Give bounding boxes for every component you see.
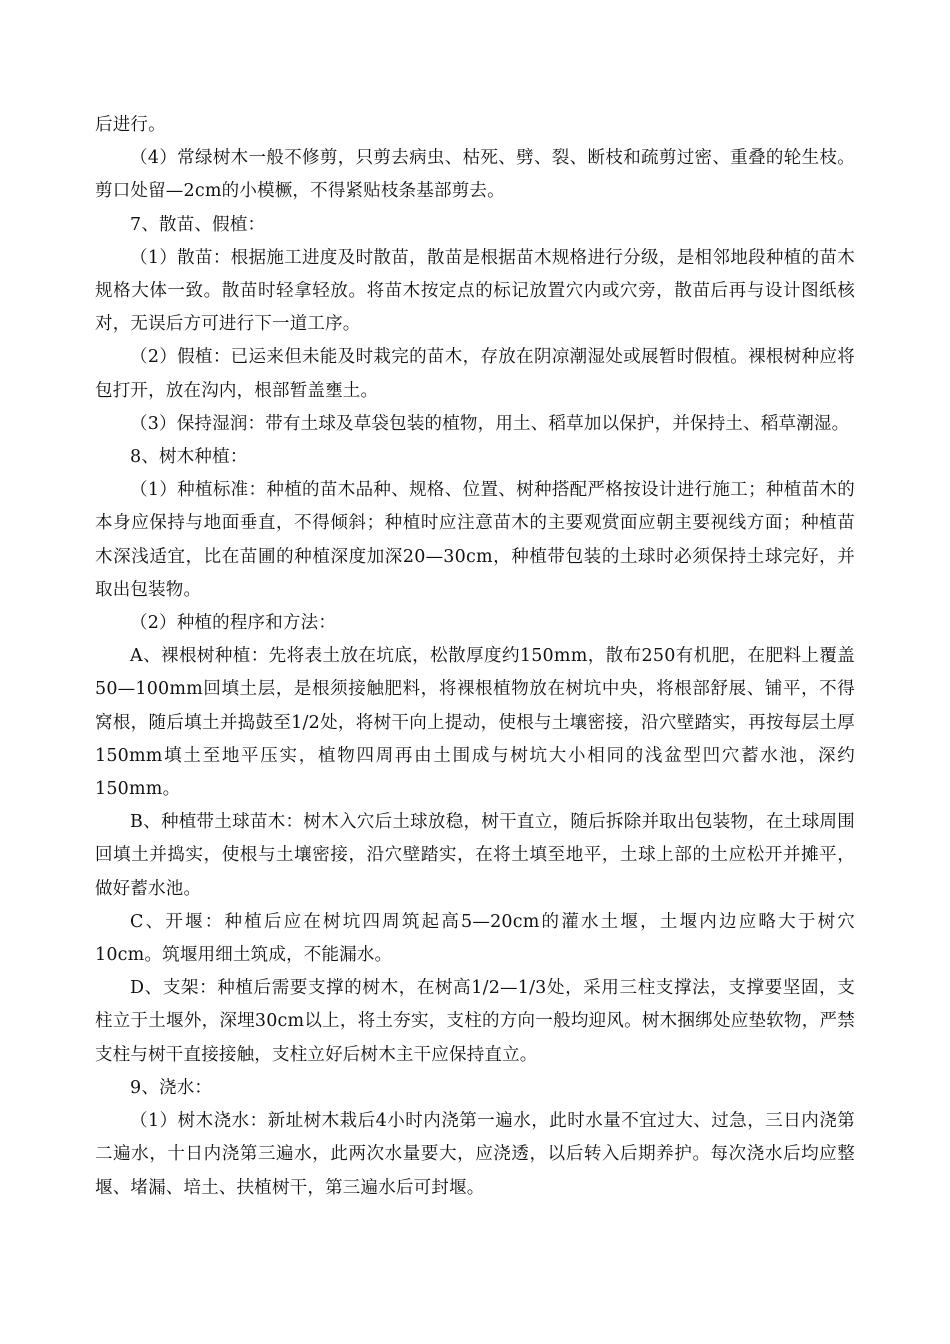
paragraph-heeling-in: （2）假植：已运来但未能及时栽完的苗木，存放在阴凉潮湿处或展暂时假植。裸根树种应将包打开，放在沟内，根部暂盖壅土。: [95, 347, 855, 401]
paragraph-bare-root-planting: A、裸根树种植：先将表土放在坑底，松散厚度约150mm，散布250有机肥，在肥料上覆盖50—100mm回填土层，是根须接触肥料，将裸根植物放在树坑中央，将根部舒展、铺平，不得窝根，随后填土并捣鼓至1/2处，将树干向上提动，使根与土壤密接，沿穴壁踏实，再按每层土厚150mm填土至地平压实，植物四周再由土围成与树坑大小相同的浅盆型凹穴蓄水池，深约150mm。: [95, 646, 855, 800]
heading-8-tree-planting: 8、树木种植：: [130, 447, 248, 468]
paragraph-tree-watering: （1）树木浇水：新址树木栽后4小时内浇第一遍水，此时水量不宜过大、过急，三日内浇第二遍水，十日内浇第三遍水，此两次水量要大，应浇透，以后转入后期养护。每次浇水后均应整堰、堵漏、培土、扶植树干，第三遍水后可封堰。: [95, 1111, 855, 1198]
paragraph-planting-standard: （1）种植标准：种植的苗木品种、规格、位置、树种搭配严格按设计进行施工；种植苗木的本身应保持与地面垂直，不得倾斜；种植时应注意苗木的主要观赏面应朝主要视线方面；种植苗木深浅适宜，比在苗圃的种植深度加深20—30cm，种植带包装的土球时必须保持土球完好，并取出包装物。: [95, 480, 855, 600]
heading-7-distribution-heeling-in: 7、散苗、假植：: [130, 214, 266, 235]
subheading-planting-procedure: （2）种植的程序和方法：: [130, 613, 337, 634]
paragraph-staking: D、支架：种植后需要支撑的树木，在树高1/2—1/3处，采用三柱支撑法，支撑要坚固，支柱立于土堰外，深埋30cm以上，将土夯实，支柱的方向一般均迎风。树木捆绑处应垫软物，严禁支柱与树干直接接触，支柱立好后树木主干应保持直立。: [95, 978, 855, 1065]
paragraph-evergreen-pruning: （4）常绿树木一般不修剪，只剪去病虫、枯死、劈、裂、断枝和疏剪过密、重叠的轮生枝。剪口处留—2cm的小模橛，不得紧贴枝条基部剪去。: [95, 148, 855, 202]
paragraph-distribution: （1）散苗：根据施工进度及时散苗，散苗是根据苗木规格进行分级，是相邻地段种植的苗木规格大体一致。散苗时轻拿轻放。将苗木按定点的标记放置穴内或穴旁，散苗后再与设计图纸核对，无误后方可进行下一道工序。: [95, 247, 855, 335]
paragraph-weir-building: C、开堰：种植后应在树坑四周筑起高5—20cm的灌水土堰，土堰内边应略大于树穴10cm。筑堰用细土筑成，不能漏水。: [95, 911, 855, 966]
document-page: [95, 109, 855, 1205]
paragraph-continuation: 后进行。: [95, 115, 166, 135]
paragraph-keep-moist: （3）保持湿润：带有土球及草袋包装的植物，用土、稻草加以保护，并保持土、稻草潮湿。: [130, 413, 850, 434]
heading-9-watering: 9、浇水：: [130, 1077, 213, 1098]
paragraph-root-ball-planting: B、种植带土球苗木：树木入穴后土球放稳，树干直立，随后拆除并取出包装物，在土球周围回填土并捣实，使根与土壤密接，沿穴壁踏实，在将土填至地平，土球上部的土应松开并摊平，做好蓄水池。: [95, 812, 855, 899]
